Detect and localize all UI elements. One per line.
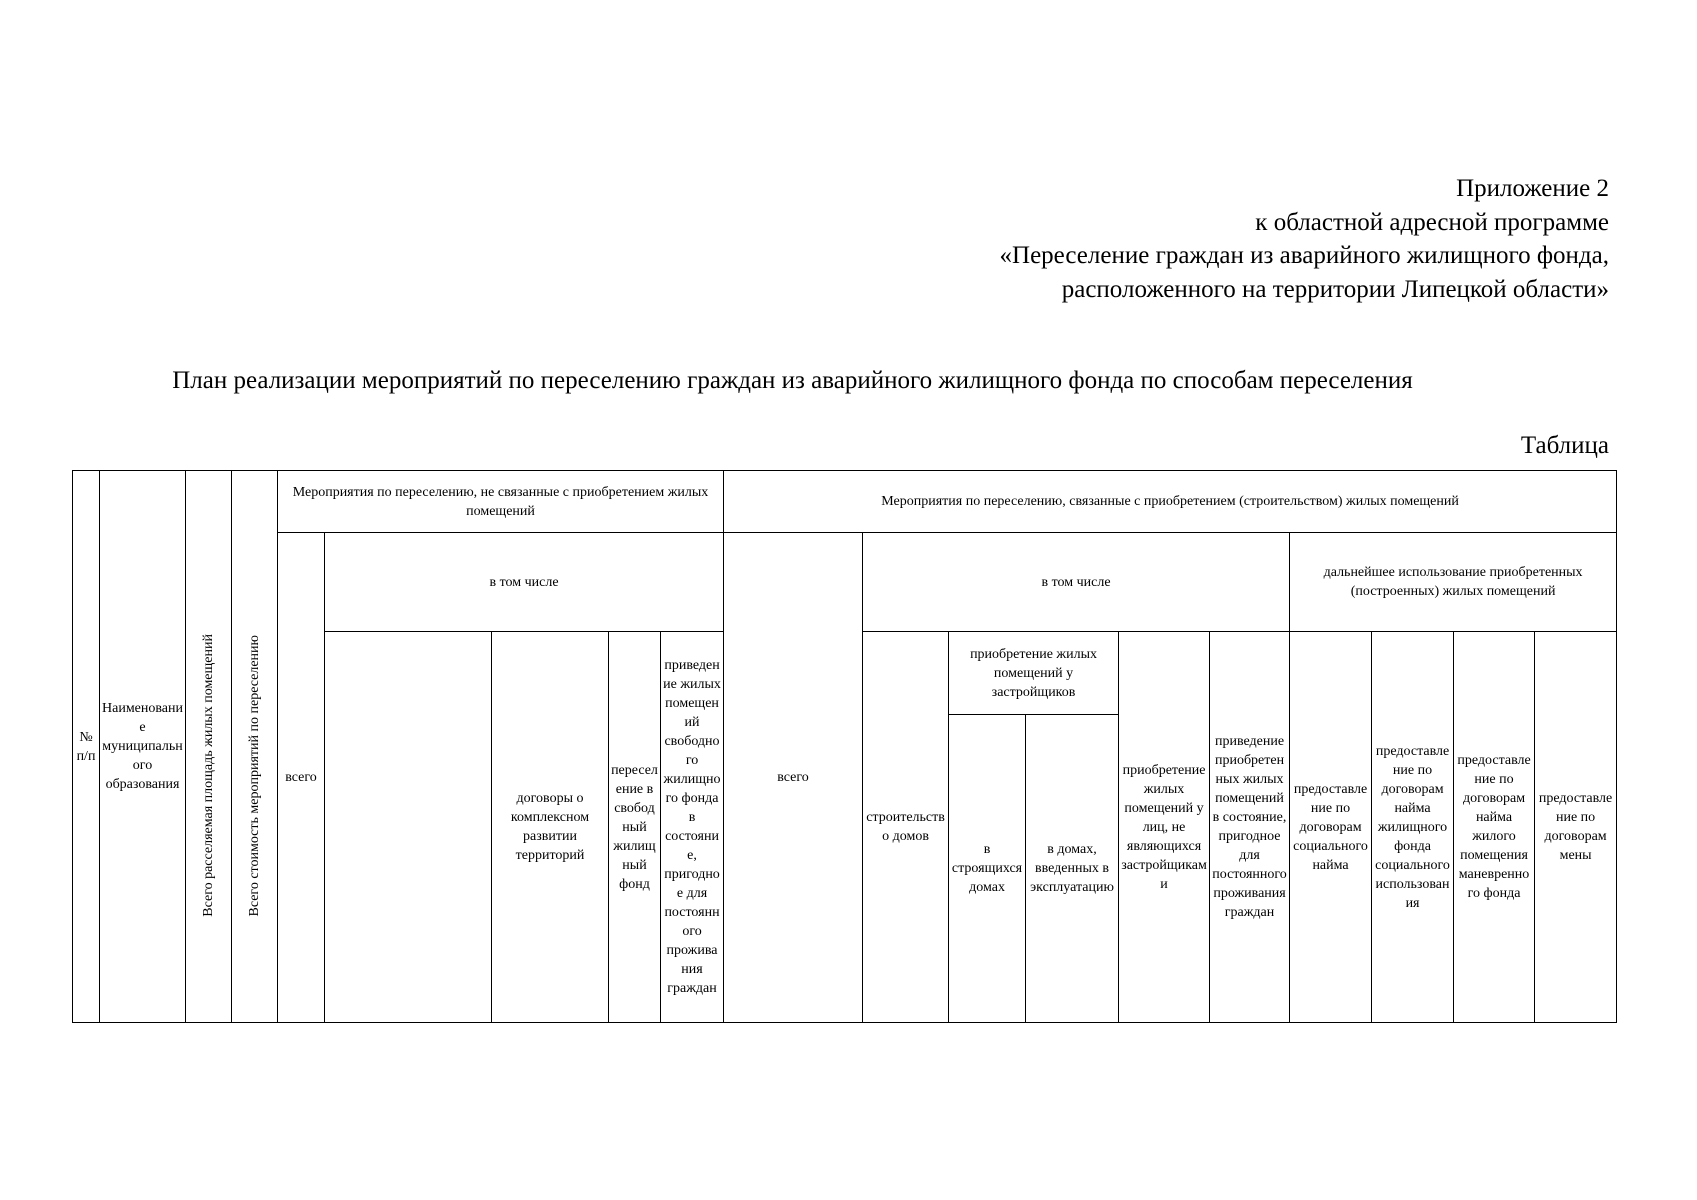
header-cell-r-dev-under-construction: в строящихся домах xyxy=(949,715,1026,1023)
header-cell-r-bringing-acquired: приведение приобретенных жилых помещений в состояние, пригодное для постоянного проживания граждан xyxy=(1210,632,1290,1023)
header-cell-r-from-developers: приобретение жилых помещений у застройщиков xyxy=(949,632,1119,715)
resettlement-plan-table xyxy=(72,470,1617,1023)
header-row-2 xyxy=(73,533,1617,632)
header-cell-nr-total: всего xyxy=(278,533,325,1023)
header-cell-r-dev-commissioned: в домах, введенных в эксплуатацию xyxy=(1026,715,1119,1023)
header-cell-nr-free-fund: переселение в свободный жилищный фонд xyxy=(609,632,661,1023)
header-cell-total-cost xyxy=(232,471,278,1023)
header-cell-num: № п/п xyxy=(73,471,100,1023)
header-cell-r-including: в том числе xyxy=(863,533,1290,632)
appendix-header xyxy=(1000,172,1609,306)
header-cell-not-related-group: Мероприятия по переселению, не связанные с приобретением жилых помещений xyxy=(278,471,724,533)
header-cell-nr-including: в том числе xyxy=(325,533,724,632)
document-title xyxy=(0,367,1697,395)
header-text-total-area: Всего расселяемая площадь жилых помещений xyxy=(201,634,216,917)
header-row-1 xyxy=(73,471,1617,533)
header-cell-fu-social-use-rent: предоставление по договорам найма жилищного фонда социального использования xyxy=(1372,632,1454,1023)
header-cell-r-construction: строительство домов xyxy=(863,632,949,1023)
appendix-line-2: к областной адресной программе xyxy=(1255,208,1609,236)
header-cell-fu-exchange: предоставление по договорам мены xyxy=(1535,632,1617,1023)
header-cell-nr-blank xyxy=(325,632,492,1023)
header-cell-r-from-non-developers: приобретение жилых помещений у лиц, не являющихся застройщиками xyxy=(1119,632,1210,1023)
header-cell-municipality: Наименование муниципального образования xyxy=(100,471,186,1023)
header-cell-total-area xyxy=(186,471,232,1023)
header-cell-nr-contracts: договоры о комплексном развитии территорий xyxy=(492,632,609,1023)
header-cell-r-total: всего xyxy=(724,533,863,1023)
appendix-line-3: «Переселение граждан из аварийного жилищного фонда, xyxy=(999,242,1609,269)
header-cell-fu-social-rent: предоставление по договорам социального найма xyxy=(1290,632,1372,1023)
appendix-line-1: Приложение 2 xyxy=(1456,175,1609,202)
header-cell-fu-maneuver-rent: предоставление по договорам найма жилого помещения маневренного фонда xyxy=(1454,632,1535,1023)
table-caption: Таблица xyxy=(1520,432,1609,459)
header-cell-r-further-use: дальнейшее использование приобретенных (построенных) жилых помещений xyxy=(1290,533,1617,632)
header-cell-related-group: Мероприятия по переселению, связанные с приобретением (строительством) жилых помещений xyxy=(724,471,1617,533)
document-title-text: План реализации мероприятий по переселению граждан из аварийного жилищного фонда по способам переселения xyxy=(172,367,1413,394)
header-text-total-cost: Всего стоимость мероприятий по переселению xyxy=(247,634,262,917)
appendix-line-4: расположенного на территории Липецкой области» xyxy=(1061,275,1609,303)
header-cell-nr-bringing: приведение жилых помещений свободного жилищного фонда в состояние, пригодное для постоянного проживания граждан xyxy=(661,632,724,1023)
